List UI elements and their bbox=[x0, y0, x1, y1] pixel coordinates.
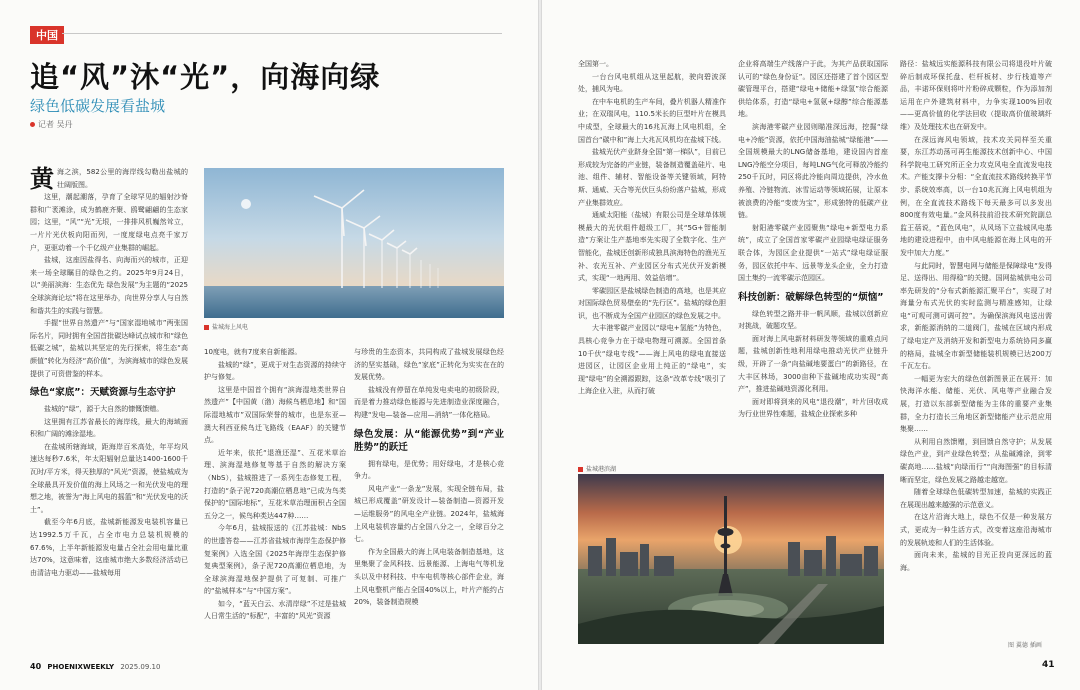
left-footer bbox=[30, 662, 160, 671]
paragraph: 绿色转型之路并非一帆风顺，盐城以创新应对挑战，破题攻坚。 bbox=[738, 309, 888, 331]
city-sunset-image bbox=[578, 474, 884, 644]
photo-offshore-wind bbox=[204, 168, 504, 318]
paragraph: 手握“世界自然遗产”与“国家湿地城市”两张国际名片，同时拥有全国首批碳达峰试点城市和“绿色低碳之城”，盐城以其坚定的先行探索，将生态“高颜值”转化为经济“高价值”，为滨海城市的绿色发展提供了可资借鉴的样本。 bbox=[30, 319, 188, 378]
column-6 bbox=[900, 58, 1052, 638]
column-1 bbox=[30, 166, 188, 656]
paragraph: 如今，“蓝天白云、水清岸绿”不过是盐城人日常生活的“标配”，丰富的“风光”资源 bbox=[204, 599, 346, 621]
photo1-caption: 盐城海上风电 bbox=[204, 322, 248, 331]
paragraph: 在深远海风电领域，技术攻关同样至关重要，东江苏动荡可再生能源技术创新中心、中国科学院电工研究所正全力攻克风电全直流发电技术。产能支撑卡分相：“全直流技术路线转换平节步、系统效率高，以一台10兆瓦海上风电机组为例，在全直流技术路线下每天最多可以多发出800度有效电量。”金风科技前沿技术研究院副总监王蓓说，“蓝色风电”，从风场下立盐城风电基地的建设进程中，由中风电能源在海上风电的开发中加大力度。” bbox=[900, 135, 1052, 257]
paragraph: 大丰港零碳产业园以“绿电+氢能”为特色，具核心竞争力在于绿电物理可溯源。全国首条10千伏“绿电专线”——海上风电的绿电直接送进园区，让园区企业用上纯正的“绿电”，实现“绿电”的全溯源跟踪，这条“改革专线”吸引了上海企业入驻，从而打破 bbox=[578, 324, 726, 396]
paragraph: 在盐城所辖海域，距海岸百米高处，年平均风速达每秒7.6米，年太阳辐射总量达1400-1600千瓦时/平方米，得天独厚的“风光”资源，使盐城成为全球最具开发价值的海上风场之一和光伏发电的理想之地，被誉为“海上风电的摇篮”和“光伏发电的沃土”。 bbox=[30, 442, 188, 514]
left-page bbox=[0, 0, 538, 690]
paragraph: 零碳园区是盐城绿色制造的高地，也是其应对国际绿色贸易壁垒的“先行区”。盐城的绿色胆识，也不断成为全国产业园区的绿色发展之中。 bbox=[578, 286, 726, 320]
section-heading: 绿色发展：从“能源优势”到“产业胜势”的跃迁 bbox=[354, 428, 504, 453]
paragraph: 通威太阳能（盐城）有限公司是全球单体规模最大的光伏组件超级工厂，其“5G+智能制造”方案让生产基地率先实现了全数字化、生产智能化，盐城还创新形成独具滨海特色的渔光互补、农光互补、产业园区分布式光伏开发新模式，实现“一地两用、效益倍增”。 bbox=[578, 211, 726, 283]
section-heading: 绿色“家底”：天赋资源与生态守护 bbox=[30, 387, 176, 399]
photo2-caption: 盐城港滨湖 bbox=[578, 464, 616, 473]
paragraph: 截至今年6月底，盐城新能源发电装机容量已达1992.5万千瓦，占全市电力总装机规模的67.6%，上半年新能源发电量占全社会用电量比重达70%，这意味着，这座城市绝大多数经济活动已由清洁电力驱动——盐城每用 bbox=[30, 518, 188, 577]
paragraph: 风电产业“一条龙”发展，实现全链布局，盐城已形成覆盖“研发设计—装备制造—资源开发—运维服务”的风电全产业链。2024年，盐城海上风电装机容量约占全国八分之一，全球百分之七。 bbox=[354, 484, 504, 544]
paragraph: 这里是中国首个拥有“滨海湿地类世界自然遗产”【中国黄（渤）海候鸟栖息地】和“国际湿地城市”双国际荣誉的城市，也是东亚—澳大利西亚候鸟迁飞路线（EAAF）的关键节点。 bbox=[204, 385, 346, 445]
photo-city-tower bbox=[578, 474, 884, 644]
column-3 bbox=[354, 346, 504, 656]
paragraph: 射阳港零碳产业园聚焦“绿电+新型电力系统”，成立了全国首家零碳产业园绿电绿证服务联合体，为园区企业提供“一站式”绿电绿证服务，园区依托中车、远景等龙头企业，全力打造国土集约一流零碳示范园区。 bbox=[738, 223, 888, 283]
paragraph: 与珍贵的生态资本，共同构成了盐城发展绿色经济的坚实基础，绿色“家底”正转化为实实在在的发展优势。 bbox=[354, 348, 504, 382]
paragraph: 滨海港零碳产业园则瞄准深远海，挖掘“绿电+冷能”资源，依托中国海油盐城“绿能港”——全国规模最大的LNG储备基地，建设国内首座LNG冷能空分项目，每吨LNG气化可释放冷能约250千瓦时，同区将此冷能向周边提供，冷水鱼养殖、冷链物流、冰雪运动等领域拓展，让原本被浪费的冷能“变废为宝”，形成独特的低碳产业链。 bbox=[738, 122, 888, 220]
paragraph: 面向未来，盐城的目光正投向更深远的蓝海。 bbox=[900, 551, 1052, 572]
page-number-right: 41 bbox=[1042, 660, 1055, 670]
byline-text: 记者 吴丹 bbox=[38, 120, 73, 129]
page-number-left: 40 bbox=[30, 662, 42, 671]
byline bbox=[30, 119, 73, 130]
paragraph: 随着全球绿色低碳转型加速，盐城的实践正在展现出越来越强的示范意义。 bbox=[900, 488, 1052, 509]
drop-cap: 黄 bbox=[30, 166, 54, 193]
column-2 bbox=[204, 346, 346, 656]
wind-farm-image bbox=[204, 168, 504, 318]
paragraph: 一幅更为宏大的绿色创新图景正在展开：加快海洋水能、储能、光伏、风电等产业融合发展，打造以东部新型储能为主体的重要产业集群，全力打造长三角地区新型储能产业示范应用集聚…… bbox=[900, 374, 1052, 434]
article-subtitle: 绿色低碳发展看盐城 bbox=[30, 97, 166, 115]
paragraph: 一台台风电机组从这里起航，驶向碧波深处，捕风为电。 bbox=[578, 72, 726, 94]
paragraph: 今年6月，盐城报送的《江苏盐城：NbS的世遗答卷——江苏省盐城市海岸生态保护修复案例》入选全国《2025年海岸生态保护修复典型案例》，条子泥720高潮位栖息地，为全球滨海湿地保护提供了可复制、可推广的“盐城样本”与“中国方案”。 bbox=[204, 524, 346, 596]
paragraph: 在中车电机的生产车间，叠片机器人精准作业；在双瑞风电，110.5米长的巨型叶片在模具中成型，全球最大的16兆瓦海上风电机组，全国首台“碳中和”海上大兆瓦风机均在盐城下线。 bbox=[578, 97, 726, 144]
paragraph: 与此同时，智慧电网与储能是保障绿电“发得足、送得出、用得稳”的关键。国网盐城供电公司率先研发的“分布式新能源汇聚平台”，实现了对海量分布式光伏的实时监测与精准感知，让绿电“可观可测可调可控”。为确保滨海风电送出需求，新能源消纳的二道阀门，盐城在区域内形成了绿电定产及消纳开发和新型电力系统协同多赢的格局，盐城全市新型储能装机规模已达200万千瓦左右。 bbox=[900, 261, 1052, 371]
section-heading: 科技创新：破解绿色转型的“烦恼” bbox=[738, 291, 884, 303]
paragraph: 全国第一。 bbox=[578, 60, 613, 68]
column-4 bbox=[578, 58, 726, 458]
paragraph: 面对海上风电新材料研发等领域的重难点问题，盐城创新性地利用绿电推动光伏产业链升级，开辟了一条“向盐碱地要蛋白”的新路径，在大丰区林场，3000亩种下盐碱地成功实现“高产”，推进盐碱地资源化利用。 bbox=[738, 334, 888, 394]
publication-brand: PHOENIXWEEKLY bbox=[47, 663, 115, 671]
paragraph: 盐城没有停留在单纯发电卖电的初级阶段，而是着力推动绿色能源与先进制造业深度融合，构建“发电—装备—应用—消纳”一体化格局。 bbox=[354, 385, 504, 419]
photo-credit: 图 翼德 插画 bbox=[1008, 642, 1042, 649]
paragraph: 盐城的“绿”，更成于对生态资源的持续守护与修复。 bbox=[204, 360, 346, 382]
paragraph: 拥有绿电，是优势；用好绿电，才是核心竞争力。 bbox=[354, 459, 504, 481]
paragraph: 盐城，这座因盐得名、向海而兴的城市，正迎来一场全球瞩目的绿色之约。2025年9月24日，以“美丽滨海：生态优先 绿色发展”为主题的“2025全球滨海论坛”将在这里举办，向世界分享人与自然和谐共生的实践与智慧。 bbox=[30, 256, 188, 315]
paragraph: 黄海之滨，582公里的海岸线勾勒出盐城的壮阔版图。 bbox=[30, 166, 188, 193]
paragraph: 这里，潮起潮落，孕育了全球罕见的辐射沙脊群和广袤滩涂，成为鹤鹿齐聚、鸥鹭翩翩的生态家园；这里，“风”“光”无垠，一排排风机巍然耸立，一片片光伏板向阳而列，一度度绿电点亮千家万户，更驱动着一个千亿级产业集群的崛起。 bbox=[30, 193, 188, 252]
paragraph: 盐城的“绿”，源于大自然的慷慨馈赠。 bbox=[44, 405, 164, 414]
issue-date: 2025.09.10 bbox=[120, 663, 161, 671]
paragraph: 面对即将到来的风电“退役潮”，叶片回收成为行业世界性难题，盐城企业探索多种 bbox=[738, 397, 888, 419]
paragraph: 企业将高端生产线落户于此，为其产品获取国际认可的“绿色身份证”。园区还搭建了首个园区型碳管理平台，搭建“绿电+储能+绿氢”综合能源供给体系，打造“绿电+氢氨+绿醇”综合能源基地。 bbox=[738, 60, 888, 119]
column-5 bbox=[738, 58, 888, 458]
byline-dot-icon bbox=[30, 122, 35, 127]
paragraph: 从利用自然馈赠，到回馈自然守护；从发展绿色产业，到产业绿色转型；从盐碱滩涂，到零碳高地……盐城“向绿而行”“向海图强”的目标清晰而坚定，绿色发展之路越走越宽。 bbox=[900, 437, 1052, 484]
paragraph: 在这片沿海大地上，绿色不仅是一种发展方式，更成为一种生活方式，改变着这座沿海城市的发展轨迹和人们的生活体验。 bbox=[900, 513, 1052, 547]
section-tag: 中国 bbox=[30, 26, 64, 44]
header-rule bbox=[62, 33, 502, 34]
right-page bbox=[542, 0, 1080, 690]
paragraph: 近年来，依托“退渔还湿”、互花米草治理、滨海湿地修复等基于自然的解决方案（NbS），盐城推进了一系列生态修复工程，打造的“条子泥720高潮位栖息地”已成为鸟类保护的“国际地标”，互花米草治理面积占全国五分之一，候鸟种类达447种…… bbox=[204, 448, 346, 520]
paragraph: 路径：盐城远实能源科技有限公司将退役叶片破碎后制成环保托盘、栏杆板材、步行栈道等产品，丰诺环保则将叶片粉碎成颗粒，作为添加剂运用在户外建筑材料中，力争实现100%回收——更高价值的化学法回收（提取高价值玻璃纤维）及处理技术也在研发中。 bbox=[900, 60, 1052, 131]
paragraph: 作为全国最大的海上风电装备制造基地，这里集聚了金风科技、远景能源、上海电气等机龙头以及中材科技、中车电机等核心部件企业，海上风电整机产能占全国40%以上，叶片产能约占20%，装备制造规模 bbox=[354, 547, 504, 607]
paragraph: 10度电，就有7度来自新能源。 bbox=[204, 348, 302, 356]
paragraph: 盐城光伏产业跻身全国“第一梯队”，目前已形成较为完备的产业链，装备制造覆盖硅片、电池、组件、辅材、智能设备等关键领域，阿特斯、通威、天合等光伏巨头纷纷落户盐城，形成产业集群效应。 bbox=[578, 148, 726, 207]
caption-marker-icon bbox=[204, 325, 209, 330]
paragraph: 这里拥有江苏省最长的海岸线，最大的海域面积和广阔的滩涂湿地。 bbox=[30, 417, 188, 439]
article-title: 追“风”沐“光”，向海向绿 bbox=[30, 60, 381, 94]
caption-marker-icon bbox=[578, 467, 583, 472]
